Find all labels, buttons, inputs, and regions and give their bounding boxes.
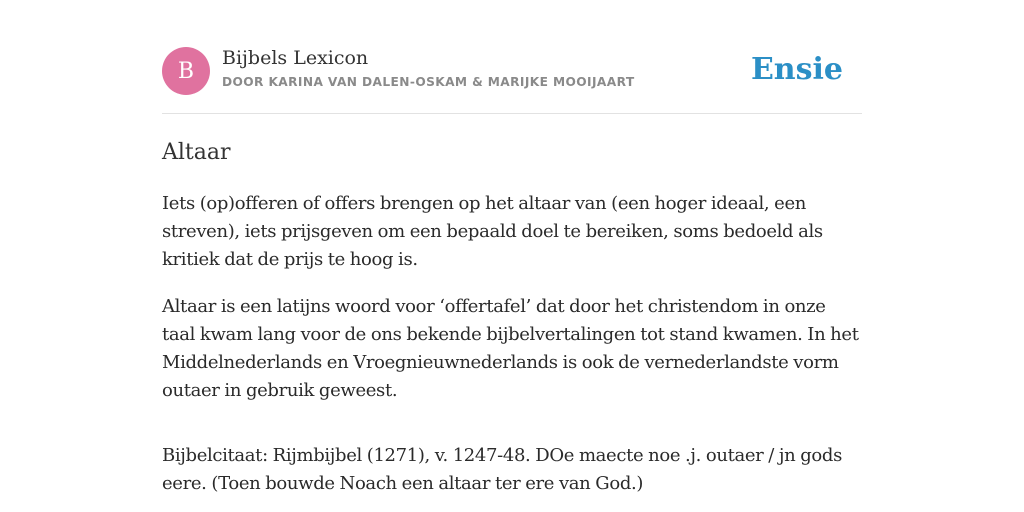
header-divider [162,113,862,114]
entry-paragraph-citation: Bijbelcitaat: Rijmbijbel (1271), v. 1247-48. DOe maecte noe .j. outaer / jn gods eere. (Toen bouwde Noach een altaar ter ere van God.) [162,445,842,494]
lexicon-header [162,46,862,96]
lexicon-title[interactable]: Bijbels Lexicon [222,47,369,69]
brand-logo[interactable]: Ensie [750,52,843,87]
lexicon-avatar[interactable]: B [162,47,210,95]
entry-paragraph-definition: Iets (op)offeren of offers brengen op het altaar van (een hoger ideaal, een streven), iets prijsgeven om een bepaald doel te bereiken, soms bedoeld als kritiek dat de prijs te hoog is. [162,193,823,270]
entry-body [162,190,862,512]
entry-title: Altaar [162,140,231,165]
lexicon-authors: DOOR KARINA VAN DALEN-OSKAM & MARIJKE MOOIJAART [222,75,635,89]
lexicon-card [162,0,862,512]
entry-paragraph-etymology: Altaar is een latijns woord voor ‘offertafel’ dat door het christendom in onze taal kwam lang voor de ons bekende bijbelvertalingen tot stand kwamen. In het Middelnederlands en Vroegnieuwnederlands is ook de vernederlandste vorm outaer in gebruik geweest. [162,296,859,401]
